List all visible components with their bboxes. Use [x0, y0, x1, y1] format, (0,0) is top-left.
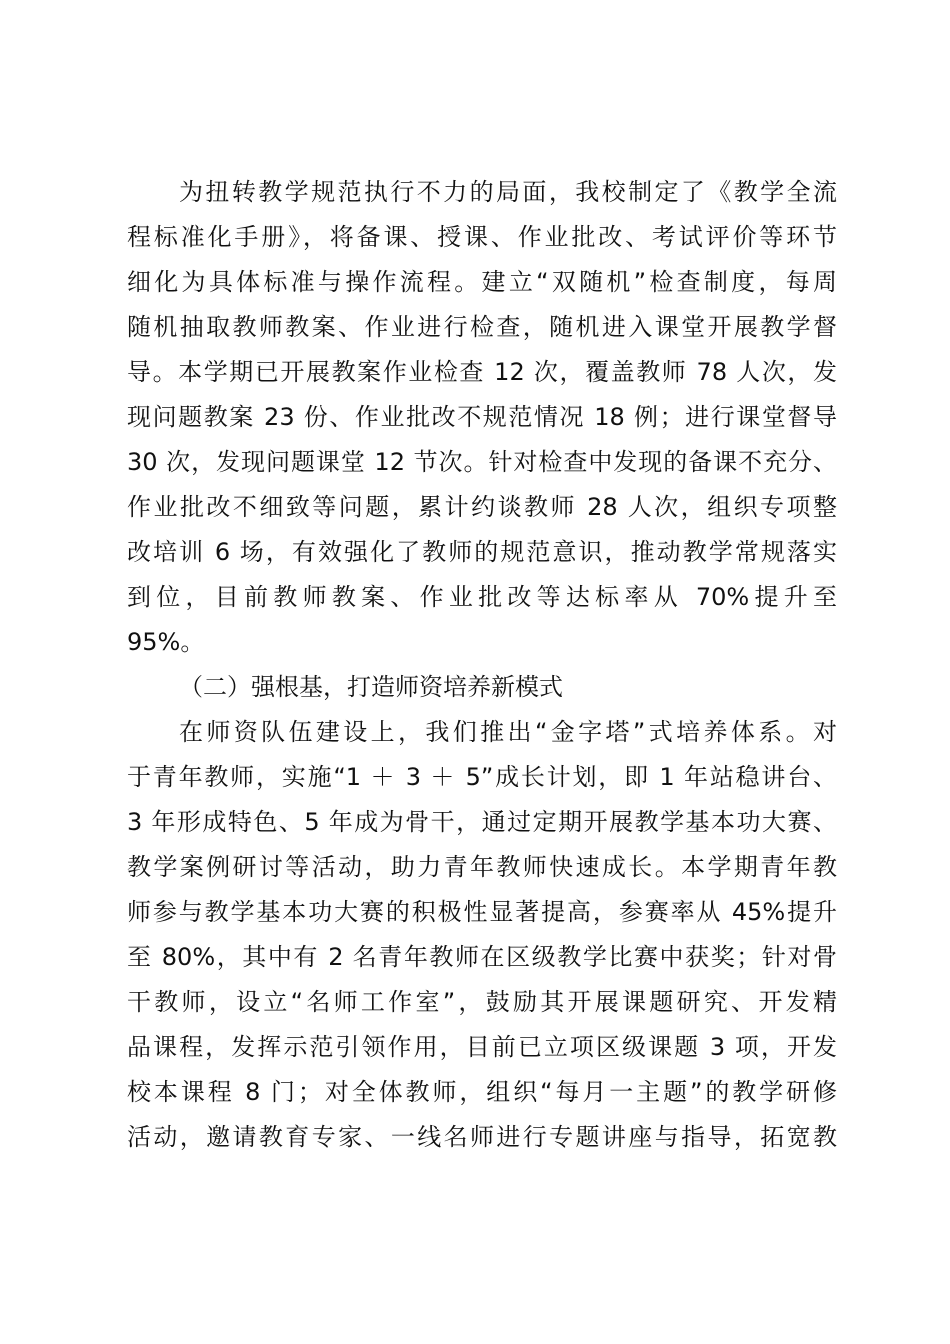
paragraph-line: 随机抽取教师教案、作业进行检查，随机进入课堂开展教学督	[127, 313, 837, 341]
paragraph-2	[127, 710, 837, 1160]
paragraph-line: 导。本学期已开展教案作业检查 12 次，覆盖教师 78 人次，发	[127, 358, 837, 386]
paragraph-line: 至 80%，其中有 2 名青年教师在区级教学比赛中获奖；针对骨	[127, 943, 837, 971]
paragraph-line: 到位，目前教师教案、作业批改等达标率从 70%提升至	[127, 583, 837, 611]
paragraph-line: 在师资队伍建设上，我们推出“金字塔”式培养体系。对	[179, 718, 837, 746]
paragraph-line: 教学案例研讨等活动，助力青年教师快速成长。本学期青年教	[127, 853, 837, 881]
paragraph-line: 现问题教案 23 份、作业批改不规范情况 18 例；进行课堂督导	[127, 403, 837, 431]
section-heading: （二）强根基，打造师资培养新模式	[179, 673, 563, 701]
paragraph-line: 作业批改不细致等问题，累计约谈教师 28 人次，组织专项整	[127, 493, 837, 521]
paragraph-line: 校本课程 8 门；对全体教师，组织“每月一主题”的教学研修	[127, 1078, 837, 1106]
paragraph-line: 于青年教师，实施“1 ＋ 3 ＋ 5”成长计划，即 1 年站稳讲台、	[127, 763, 837, 791]
paragraph-line: 95%。	[127, 628, 205, 656]
paragraph-line: 为扭转教学规范执行不力的局面，我校制定了《教学全流	[179, 178, 837, 206]
paragraph-line: 品课程，发挥示范引领作用，目前已立项区级课题 3 项，开发	[127, 1033, 837, 1061]
paragraph-line: 30 次，发现问题课堂 12 节次。针对检查中发现的备课不充分、	[127, 448, 837, 476]
paragraph-line: 活动，邀请教育专家、一线名师进行专题讲座与指导，拓宽教	[127, 1123, 837, 1151]
paragraph-line: 细化为具体标准与操作流程。建立“双随机”检查制度，每周	[127, 268, 837, 296]
paragraph-line: 干教师，设立“名师工作室”，鼓励其开展课题研究、开发精	[127, 988, 837, 1016]
paragraph-1	[127, 170, 837, 710]
paragraph-line: 程标准化手册》，将备课、授课、作业批改、考试评价等环节	[127, 223, 837, 251]
paragraph-line: 师参与教学基本功大赛的积极性显著提高，参赛率从 45%提升	[127, 898, 837, 926]
paragraph-line: 改培训 6 场，有效强化了教师的规范意识，推动教学常规落实	[127, 538, 837, 566]
paragraph-line: 3 年形成特色、5 年成为骨干，通过定期开展教学基本功大赛、	[127, 808, 837, 836]
